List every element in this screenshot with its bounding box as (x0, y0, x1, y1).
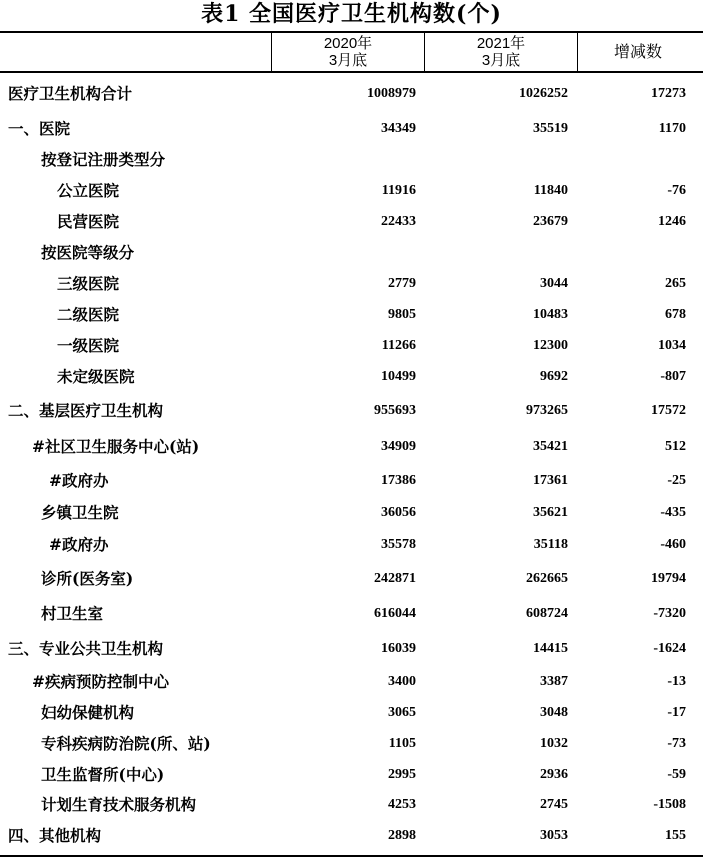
value-2021: 3387 (540, 674, 568, 689)
table-row (0, 729, 703, 759)
header-2021-month: 3月底 (481, 52, 521, 69)
value-2020: 34909 (381, 439, 416, 454)
value-2021: 17361 (533, 473, 568, 488)
row-label: 三、专业公共卫生机构 (8, 639, 164, 658)
row-label: 乡镇卫生院 (41, 503, 119, 522)
table-row (0, 634, 703, 664)
row-label: 四、其他机构 (8, 826, 102, 845)
row-label: 卫生监督所(中心) (41, 765, 165, 784)
value-2020: 2995 (388, 767, 416, 782)
value-2021: 35421 (533, 439, 568, 454)
value-2020: 616044 (374, 606, 416, 621)
table-row (0, 79, 703, 109)
header-2021-year: 2021年 (476, 35, 526, 52)
value-2021: 1032 (540, 736, 568, 751)
row-label: 三级医院 (57, 274, 120, 293)
table-row (0, 432, 703, 462)
value-diff: -59 (667, 767, 686, 782)
header-2020 (272, 33, 424, 71)
value-2021: 35118 (533, 537, 568, 552)
value-2020: 35578 (381, 537, 416, 552)
table-row (0, 269, 703, 299)
value-diff: -435 (660, 505, 686, 520)
value-2020: 2898 (388, 828, 416, 843)
table-title: 表1 全国医疗卫生机构数(个) (201, 1, 502, 27)
row-label: 诊所(医务室) (41, 569, 134, 588)
value-diff: 1170 (658, 121, 686, 136)
row-label: #社区卫生服务中心(站) (32, 437, 200, 456)
table-row (0, 176, 703, 206)
value-2020: 10499 (381, 369, 416, 384)
value-diff: -807 (660, 369, 686, 384)
row-label: #政府办 (49, 535, 109, 554)
value-2020: 4253 (388, 797, 416, 812)
value-diff: -7320 (653, 606, 686, 621)
row-label: 民营医院 (57, 212, 120, 231)
value-diff: 1246 (658, 214, 686, 229)
value-2021: 2936 (540, 767, 568, 782)
row-label: 按医院等级分 (41, 243, 135, 262)
value-2020: 11266 (381, 338, 416, 353)
value-2021: 23679 (533, 214, 568, 229)
header-diff-label: 增减数 (613, 43, 662, 61)
table-row (0, 331, 703, 361)
value-diff: -76 (667, 183, 686, 198)
row-label: 按登记注册类型分 (41, 150, 166, 169)
value-2020: 3400 (388, 674, 416, 689)
value-2021: 14415 (533, 641, 568, 656)
table-row (0, 667, 703, 697)
value-2021: 3044 (540, 276, 568, 291)
table-row (0, 396, 703, 426)
header-2020-year: 2020年 (323, 35, 373, 52)
row-label: 二级医院 (57, 305, 120, 324)
value-2020: 17386 (381, 473, 416, 488)
value-2021: 973265 (526, 403, 568, 418)
value-diff: 17273 (651, 86, 686, 101)
value-2020: 16039 (381, 641, 416, 656)
table-row (0, 821, 703, 851)
table-row (0, 145, 703, 175)
value-2020: 242871 (374, 571, 416, 586)
value-diff: 19794 (651, 571, 686, 586)
row-label: 未定级医院 (57, 367, 135, 386)
value-2020: 22433 (381, 214, 416, 229)
table-row (0, 114, 703, 144)
value-2021: 35621 (533, 505, 568, 520)
value-diff: -1624 (653, 641, 686, 656)
value-2021: 2745 (540, 797, 568, 812)
row-label: 医疗卫生机构合计 (8, 84, 133, 103)
value-2020: 36056 (381, 505, 416, 520)
value-2020: 3065 (388, 705, 416, 720)
value-2021: 9692 (540, 369, 568, 384)
value-2020: 955693 (374, 403, 416, 418)
value-2021: 11840 (533, 183, 568, 198)
row-label: 专科疾病防治院(所、站) (41, 734, 211, 753)
table-row (0, 466, 703, 496)
value-diff: -1508 (653, 797, 686, 812)
value-diff: -460 (660, 537, 686, 552)
value-2020: 2779 (388, 276, 416, 291)
value-diff: 678 (665, 307, 686, 322)
row-label: 村卫生室 (41, 604, 104, 623)
value-2021: 35519 (533, 121, 568, 136)
table-row (0, 530, 703, 560)
row-label: 二、基层医疗卫生机构 (8, 401, 164, 420)
row-label: #政府办 (49, 471, 109, 490)
value-2021: 3048 (540, 705, 568, 720)
value-2020: 9805 (388, 307, 416, 322)
value-2021: 10483 (533, 307, 568, 322)
value-diff: -25 (667, 473, 686, 488)
row-label: #疾病预防控制中心 (32, 672, 169, 691)
value-2021: 1026252 (519, 86, 568, 101)
value-diff: -73 (667, 736, 686, 751)
value-2021: 12300 (533, 338, 568, 353)
row-label: 妇幼保健机构 (41, 703, 135, 722)
value-diff: 155 (665, 828, 686, 843)
value-diff: 265 (665, 276, 686, 291)
header-2021 (425, 33, 577, 71)
table-row (0, 207, 703, 237)
bottom-rule (0, 855, 703, 857)
value-2020: 11916 (381, 183, 416, 198)
value-2020: 1008979 (367, 86, 416, 101)
value-2021: 608724 (526, 606, 568, 621)
table-row (0, 300, 703, 330)
value-2020: 34349 (381, 121, 416, 136)
value-diff: 512 (665, 439, 686, 454)
table-row (0, 790, 703, 820)
header-diff (578, 33, 698, 71)
table-row (0, 362, 703, 392)
value-2021: 262665 (526, 571, 568, 586)
row-label: 计划生育技术服务机构 (41, 795, 197, 814)
value-2020: 1105 (388, 736, 416, 751)
header-2020-month: 3月底 (328, 52, 368, 69)
table-row (0, 564, 703, 594)
table-row (0, 760, 703, 790)
row-label: 公立医院 (57, 181, 120, 200)
table-row (0, 498, 703, 528)
table-row (0, 698, 703, 728)
table-row (0, 238, 703, 268)
value-diff: -17 (667, 705, 686, 720)
header-rule (0, 71, 703, 73)
value-diff: -13 (667, 674, 686, 689)
row-label: 一、医院 (8, 119, 71, 138)
value-diff: 1034 (658, 338, 686, 353)
value-diff: 17572 (651, 403, 686, 418)
value-2021: 3053 (540, 828, 568, 843)
row-label: 一级医院 (57, 336, 120, 355)
table-row (0, 599, 703, 629)
